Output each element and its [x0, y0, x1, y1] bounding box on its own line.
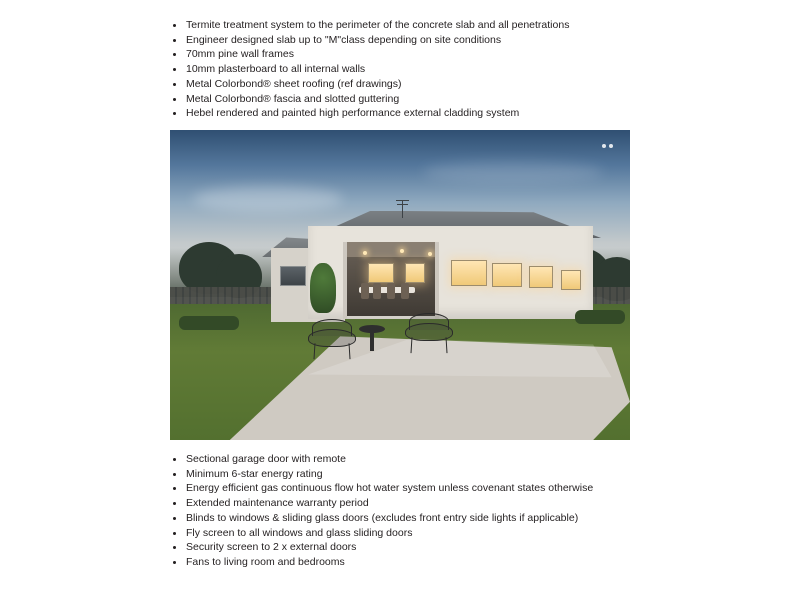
list-item: 70mm pine wall frames [170, 47, 640, 61]
alfresco-post [343, 242, 347, 320]
list-item: Fans to living room and bedrooms [170, 555, 640, 569]
list-item: Metal Colorbond® sheet roofing (ref drawings) [170, 77, 640, 91]
dining-chair [387, 283, 395, 299]
list-item: Blinds to windows & sliding glass doors (excludes front entry side lights if applicable) [170, 511, 640, 525]
outdoor-dining-set [359, 283, 415, 309]
chair-legs [313, 343, 350, 359]
outdoor-chair [308, 319, 354, 359]
list-item: Fly screen to all windows and glass sliding doors [170, 526, 640, 540]
house-exterior-photo [170, 130, 630, 440]
spec-list-bottom [170, 452, 640, 569]
sliding-glass-door [368, 263, 394, 283]
photo-canvas [170, 130, 630, 440]
alfresco-post [435, 242, 439, 320]
window [561, 270, 581, 290]
watermark-logo-icon [602, 144, 616, 150]
sliding-glass-door [405, 263, 425, 283]
list-item: Engineer designed slab up to "M"class depending on site conditions [170, 33, 640, 47]
dining-chair [401, 283, 409, 299]
outdoor-chair [405, 313, 451, 353]
window [529, 266, 553, 288]
list-item: Security screen to 2 x external doors [170, 540, 640, 554]
list-item: Hebel rendered and painted high performance external cladding system [170, 106, 640, 120]
window [492, 263, 522, 287]
list-item: Extended maintenance warranty period [170, 496, 640, 510]
potted-plant [310, 263, 336, 313]
cloud [423, 161, 603, 183]
list-item: Metal Colorbond® fascia and slotted guttering [170, 92, 640, 106]
list-item: 10mm plasterboard to all internal walls [170, 62, 640, 76]
list-item: Energy efficient gas continuous flow hot water system unless covenant states otherwise [170, 481, 640, 495]
side-table-stem [370, 331, 374, 351]
roof-antenna [402, 200, 403, 218]
window [451, 260, 487, 286]
hedge [575, 310, 625, 324]
alfresco-ceiling [345, 242, 437, 258]
chair-legs [410, 337, 447, 353]
dining-chair [373, 283, 381, 299]
list-item: Minimum 6-star energy rating [170, 467, 640, 481]
outdoor-side-table [359, 325, 385, 355]
hedge [179, 316, 239, 330]
window [280, 266, 306, 286]
bottom-specification-list [170, 452, 640, 570]
cloud [193, 186, 343, 212]
list-item: Termite treatment system to the perimeter of the concrete slab and all penetrations [170, 18, 640, 32]
list-item: Sectional garage door with remote [170, 452, 640, 466]
spec-list-top [170, 18, 640, 120]
top-specification-list [170, 18, 640, 121]
dining-chair [361, 283, 369, 299]
